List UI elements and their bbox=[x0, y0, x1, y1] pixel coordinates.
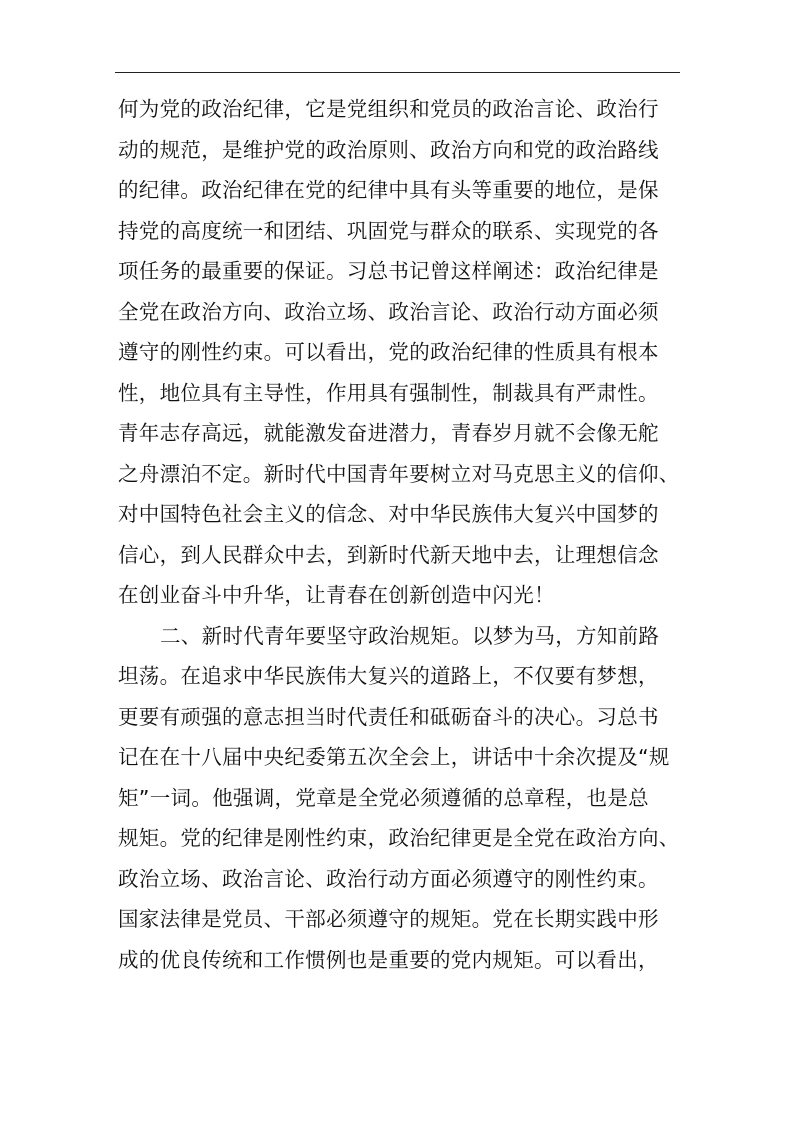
text-line-19: 规矩。党的纪律是刚性约束，政治纪律更是全党在政治方向、 bbox=[118, 826, 680, 850]
text-line-11: 对中国特色社会主义的信念、对中华民族伟大复兴中国梦的 bbox=[118, 502, 659, 526]
header-rule bbox=[115, 72, 680, 73]
text-line-15: 坦荡。在追求中华民族伟大复兴的道路上，不仅要有梦想， bbox=[118, 664, 659, 688]
text-line-8: 性，地位具有主导性，作用具有强制性，制裁具有严肃性。 bbox=[118, 380, 659, 405]
text-line-1: 何为党的政治纪律，它是党组织和党员的政治言论、政治行 bbox=[118, 97, 659, 121]
text-line-7: 遵守的刚性约束。可以看出，党的政治纪律的性质具有根本 bbox=[118, 340, 659, 364]
text-line-10: 之舟漂泊不定。新时代中国青年要树立对马克思主义的信仰、 bbox=[118, 461, 680, 486]
text-line-2: 动的规范，是维护党的政治原则、政治方向和党的政治路线 bbox=[118, 137, 659, 162]
text-line-16: 更要有顽强的意志担当时代责任和砥砺奋斗的决心。习总书 bbox=[118, 704, 659, 729]
text-line-17: 记在在十八届中央纪委第五次全会上，讲话中十余次提及“规 bbox=[118, 745, 670, 769]
text-line-9: 青年志存高远，就能激发奋进潜力，青春岁月就不会像无舵 bbox=[118, 421, 659, 445]
text-line-5: 项任务的最重要的保证。习总书记曾这样阐述：政治纪律是 bbox=[118, 259, 659, 283]
text-line-20: 政治立场、政治言论、政治行动方面必须遵守的刚性约束。 bbox=[118, 866, 659, 891]
text-line-3: 的纪律。政治纪律在党的纪律中具有头等重要的地位，是保 bbox=[118, 178, 659, 202]
text-line-12: 信心，到人民群众中去，到新时代新天地中去，让理想信念 bbox=[118, 542, 659, 567]
text-line-4: 持党的高度统一和团结、巩固党与群众的联系、实现党的各 bbox=[118, 218, 659, 243]
text-line-13: 在创业奋斗中升华，让青春在创新创造中闪光！ bbox=[118, 583, 555, 607]
text-line-21: 国家法律是党员、干部必须遵守的规矩。党在长期实践中形 bbox=[118, 907, 659, 931]
text-line-6: 全党在政治方向、政治立场、政治言论、政治行动方面必须 bbox=[118, 299, 659, 324]
text-line-14: 二、新时代青年要坚守政治规矩。以梦为马，方知前路 bbox=[160, 623, 660, 648]
text-line-22: 成的优良传统和工作惯例也是重要的党内规矩。可以看出， bbox=[118, 947, 659, 972]
text-line-18: 矩”一词。他强调，党章是全党必须遵循的总章程，也是总 bbox=[118, 785, 649, 810]
